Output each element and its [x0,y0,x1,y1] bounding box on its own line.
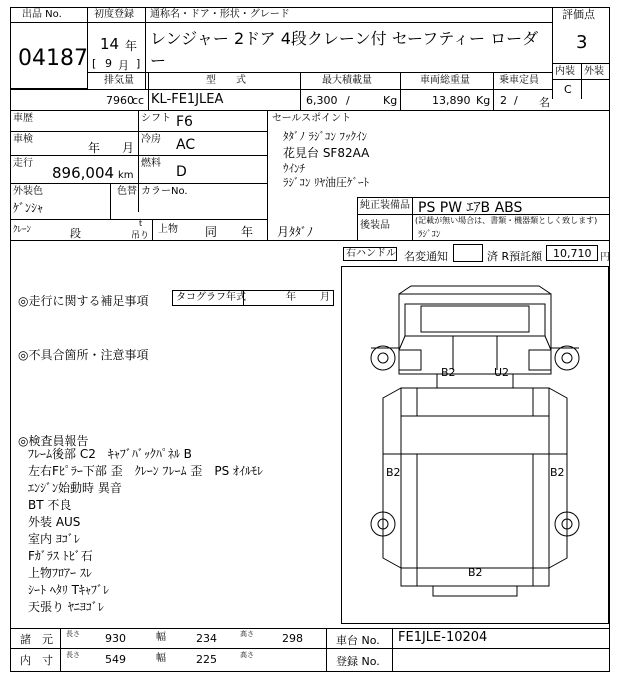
recycle-label: 済 R預託額 [487,250,543,263]
genuine-equipment-label: 純正装備品 [360,200,410,211]
interior-label: 内装 [555,66,575,77]
exterior-label: 外装 [584,66,604,77]
max-load-unit: Kg [383,94,398,107]
yen-unit: 円 [600,252,610,263]
inspector-report [28,446,263,616]
registration-label: 登録 No. [336,655,380,668]
model-name-cont: ー [150,51,167,70]
chassis-label: 車台 No. [336,634,380,647]
inspection-month-unit: 月 [122,141,135,155]
ac-value: AC [176,137,196,153]
report-line: 室内 ﾖｺﾞﾚ [28,532,80,546]
color-code-label: カラーNo. [141,186,188,197]
aftermarket-label: 後装品 [360,220,390,231]
tacho-label: タコグラフ年式 [176,292,246,303]
rhd-label: 右ハンドル [346,248,396,259]
genuine-equipment: PS PW ｴｱB ABS [418,200,523,216]
capacity-label: 乗車定員 [499,75,539,86]
inner-width: 225 [196,653,217,666]
mileage-label: 走行 [13,158,33,169]
report-line: 天張り ﾔﾆﾖｺﾞﾚ [28,600,104,614]
shift-label: シフト [141,113,171,124]
gross-weight-value: 13,890 [432,94,471,107]
inner-length: 549 [105,653,126,666]
damage-mark: B2 [550,466,565,479]
defect-label: ◎不具合箇所・注意事項 [18,348,149,362]
spec-label: 諸 元 [20,633,53,646]
mileage-value: 896,004 [52,164,115,182]
color-value: ｹﾞﾝｼｬ [13,201,44,215]
spec-width-label: 幅 [156,632,166,643]
tacho-month-unit: 月 [320,292,330,303]
max-load-label: 最大積載量 [322,75,372,86]
report-line: BT 不良 [28,498,72,512]
notice-box [453,244,483,262]
recycle-amount: 10,710 [553,247,592,260]
first-reg-label: 初度登録 [94,9,134,20]
damage-mark: B2 [468,566,483,579]
damage-mark: B2 [386,466,401,479]
crane-stage-unit: 段 [70,227,81,240]
report-line: ﾌﾚｰﾑ後部 C2 ｷｬﾌﾞﾊﾞｯｸﾊﾟﾈﾙ B [28,447,192,461]
aftermarket-note: (記載が無い場合は、書類・機器類としく致します) [415,216,598,225]
inner-label: 内 寸 [20,654,53,667]
reg-month-unit: 月 [118,59,129,72]
lot-label: 出品 No. [22,9,62,20]
sales-point: ｳｲﾝﾁ [283,162,305,175]
report-line: 上物ﾌﾛｱｰ ｽﾚ [28,566,92,580]
inspection-year-unit: 年 [88,141,101,155]
cc-unit: cc [132,94,145,107]
sales-points-label: セールスポイント [272,113,352,124]
shift-value: F6 [176,114,193,130]
crane-lift-label: 吊り [131,231,150,241]
interior-grade: C [564,83,572,96]
damage-mark: U2 [494,366,510,379]
report-line: 左右Fﾋﾟﾗｰ下部 歪 ｸﾚｰﾝ ﾌﾚｰﾑ 歪 PS ｵｲﾙﾓﾚ [28,464,264,478]
grade-value: 3 [576,32,588,53]
fuel-label: 燃料 [141,158,161,169]
inner-width-label: 幅 [156,653,166,664]
spec-length-label: 長さ [66,630,80,638]
grade-label: 評価点 [562,8,595,21]
capacity-slash: / [514,94,518,107]
notice-label: 名変通知 [404,250,448,263]
damage-mark: B2 [441,366,456,379]
tacho-year-unit: 年 [286,292,296,303]
model-name-label: 通称名・ドア・形状・グレード [150,9,290,20]
reg-year: 14 [100,35,120,53]
spec-length: 930 [105,632,126,645]
capacity-value: 2 [500,94,507,107]
color-change-label: 色替 [117,186,137,197]
gross-weight-unit: Kg [476,94,491,107]
spec-width: 234 [196,632,217,645]
color-label: 外装色 [13,186,43,197]
upper-label: 上物 [158,224,178,235]
report-line: ｴﾝｼﾞﾝ始動時 異音 [28,481,122,495]
spec-height-label: 高さ [240,630,254,638]
inner-height-label: 高さ [240,651,254,659]
reg-year-unit: 年 [125,39,138,53]
fuel-value: D [176,164,187,180]
crane-ton-unit: t [139,219,143,228]
history-label: 車歴 [13,113,33,124]
model-name: レンジャー 2ドア 4段クレーン付 セーフティー ローダ [150,29,539,48]
chassis-number: FE1JLE-10204 [398,630,488,645]
crane-label: ｸﾚｰﾝ [13,225,32,235]
report-line: ｼｰﾄ ﾍﾀﾘ Tｷｬﾌﾞﾚ [28,583,109,597]
sales-point: 花見台 SF82AA [283,146,370,160]
km-unit: km [118,170,134,181]
inner-length-label: 長さ [66,651,80,659]
ac-label: 冷房 [141,134,161,145]
report-line: 外装 AUS [28,515,81,529]
report-line: Fｶﾞﾗｽ ﾄﾋﾞ石 [28,549,93,563]
upper-value: 同 年 月ﾀﾀﾞﾉ [205,225,314,239]
lot-number: 04187 [18,46,88,71]
gross-weight-label: 車両総重量 [420,75,470,86]
inspection-label: 車検 [13,134,33,145]
displacement-label: 排気量 [104,75,134,86]
model-code-label: 型 式 [206,75,246,86]
spec-height: 298 [282,632,303,645]
model-code: KL-FE1JLEA [151,92,224,107]
sales-point: ﾀﾀﾞﾉ ﾗｼﾞｺﾝ ﾌｯｸｲﾝ [283,130,367,143]
displacement-value: 7960 [106,94,134,107]
aftermarket-value: ﾗｼﾞｺﾝ [418,230,441,240]
inspector-label: ◎検査員報告 [18,434,89,448]
capacity-unit: 名 [539,96,550,109]
sales-point: ﾗｼﾞｺﾝ ﾘﾔ油圧ｹﾞｰﾄ [283,176,369,189]
max-load-slash: / [346,94,350,107]
reg-month: 9 [105,57,112,70]
max-load-value: 6,300 [306,94,338,107]
supplement-label: ◎走行に関する補足事項 [18,294,149,308]
